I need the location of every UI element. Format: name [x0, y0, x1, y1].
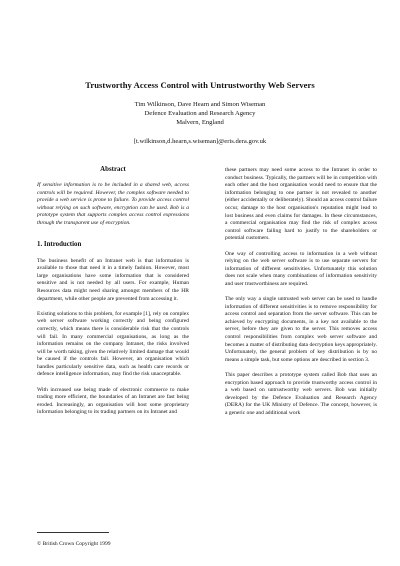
author-location: Malvern, England [176, 119, 224, 127]
author-block [20, 100, 380, 146]
paper-title: Trustworthy Access Control with Untrustworthy Web Servers [85, 80, 315, 90]
paragraph: This paper describes a prototype system called Bob that uses an encryption based approach to provide trustworthy access control in a web based on untrustworthy web servers. Bob was initially developed by the Defence Evaluation and Research Agency (DERA) for the UK Ministry of Defence. The concept, however, is a generic one and additional work [225, 372, 377, 416]
author-names: Tim Wilkinson, Dave Hearn and Simon Wiseman [134, 101, 266, 108]
paragraph: Existing solutions to this problem, for example [1], rely on complex web server software working correctly and being configured correctly, which means there is considerable risk that the controls will fail. In many commercial organisations, as long as the information remains on the company Intranet, the risks involved will be worth taking, given the relatively limited damage that would be caused if the controls fail. However, an organisation which handles particularly sensitive data, such as health care records or defence intelligence information, may find the risk unacceptable. [37, 310, 189, 378]
paragraph: these partners may need some access to the Intranet in order to conduct business. Typically, the partners will be in competition with each other and the host organisation would need to ensure that the information belonging to one partner is not revealed to another (either accidentally or deliberately). Should an access control failure occur, damage to the host organisation's reputation might lead to lost business and even claims for damages. In these circumstances, a commercial organisation may find the risk of complex access control software failing hard to justify to the shareholders or potential customers. [225, 167, 377, 242]
abstract-heading: Abstract [100, 166, 126, 173]
section-heading-introduction: 1. Introduction [37, 240, 82, 248]
footnote [37, 532, 189, 549]
paragraph: The only way a single untrusted web server can be used to handle information of different sensitivities is to remove responsibility for access control and separation from the server software. This can be achieved by encrypting documents, in a key not available to the server, before they are given to the server. This removes access control responsibilities from complex web server software and becomes a matter of distributing data decryption keys appropriately. Unfortunately, the general problem of key distribution is by no means a simple task, but some options are described in section 3. [225, 296, 377, 363]
paragraph: One way of controlling access to information in a web without relying on the web server software is to use separate servers for information of different sensitivities. Unfortunately this solution does not scale when many combinations of information sensitivity and user trustworthiness are required. [225, 250, 377, 287]
copyright-notice: © British Crown Copyright 1999 [37, 541, 111, 547]
author-emails: [t.wilkinson,d.hearn,s.wiseman]@eris.dera.gov.uk [133, 137, 267, 145]
footnote-divider [37, 532, 109, 533]
author-affiliation: Defence Evaluation and Research Agency [144, 110, 256, 118]
right-column [225, 167, 377, 418]
left-column [37, 165, 189, 417]
paragraph: With increased use being made of electronic commerce to make trading more efficient, the boundaries of an Intranet are fast being eroded. Increasingly, an organisation will host some proprietary information belonging to its trading partners on its Intranet and [37, 386, 189, 416]
abstract-text: If sensitive information is to be included in a shared web, access controls will be required. However, the complex software needed to provide a web service is prone to failure. To provide access control without relying on such software, encryption can be used. Bob is a prototype system that supports complex access control expressions through the transparent use of encryption. [37, 182, 189, 226]
paragraph: The business benefit of an Intranet web is that information is available to those that need it in a timely fashion. However, most large organisations have some information that is considered sensitive and is not needed by all users. For example, Human Resources data might need sharing amongst members of the HR department, while other people are prevented from accessing it. [37, 257, 189, 302]
